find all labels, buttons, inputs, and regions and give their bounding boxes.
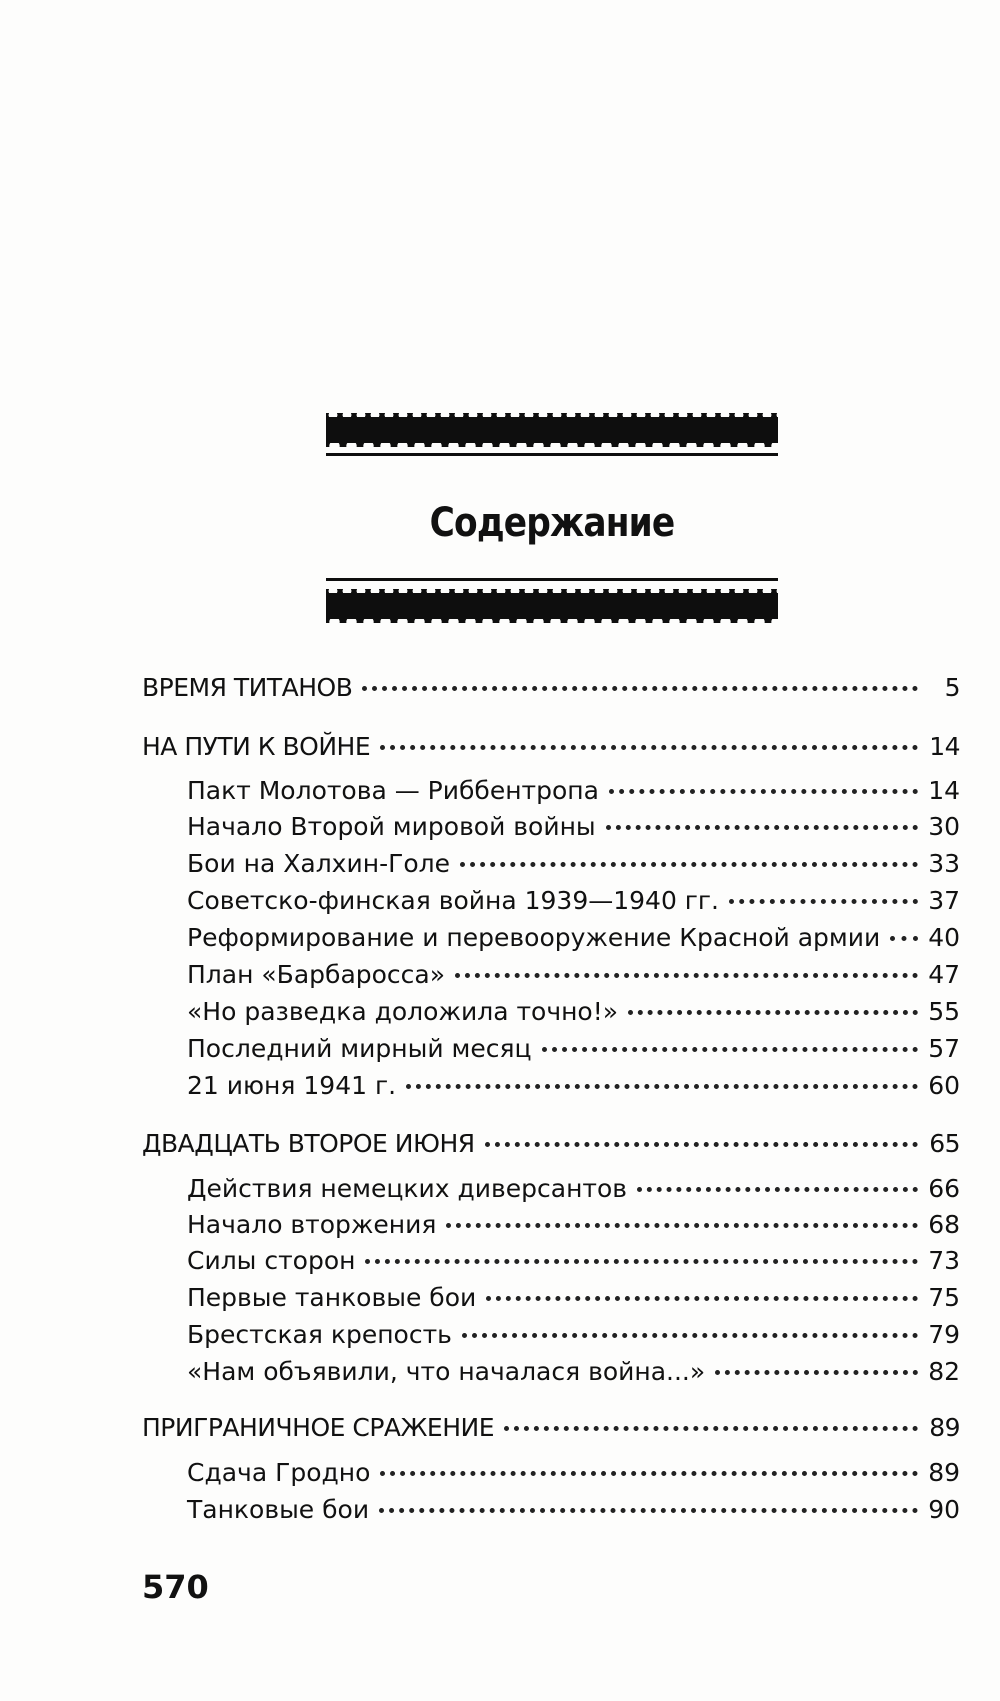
toc-section-entry <box>0 1068 1000 1104</box>
dot-leader <box>715 1370 918 1375</box>
toc-chapter-entry <box>0 1410 1000 1446</box>
toc-entry-page: 40 <box>928 923 960 952</box>
toc-entry-page: 14 <box>928 776 960 805</box>
toc-entry-page: 30 <box>928 812 960 841</box>
dot-leader <box>460 862 918 867</box>
toc-entry-title: Начало Второй мировой войны <box>187 812 596 841</box>
toc-entry-page: 66 <box>928 1174 960 1203</box>
toc-entry-page: 73 <box>928 1246 960 1275</box>
dot-leader <box>890 936 918 941</box>
toc-entry-title: Танковые бои <box>187 1495 370 1524</box>
dot-leader <box>729 899 918 904</box>
toc-entry-title: Советско-финская война 1939—1940 гг. <box>187 886 720 915</box>
toc-entry-title: Бои на Халхин-Голе <box>187 849 450 878</box>
toc-entry-page: 5 <box>944 673 960 702</box>
toc-entry-page: 90 <box>928 1495 960 1524</box>
toc-section-entry <box>0 883 1000 919</box>
dot-leader <box>606 825 918 830</box>
dot-leader <box>462 1333 918 1338</box>
toc-entry-page: 14 <box>929 732 960 761</box>
toc-entry-page: 37 <box>928 886 960 915</box>
toc-section-entry <box>0 846 1000 882</box>
toc-entry-title: План «Барбаросса» <box>187 960 446 989</box>
page-number: 570 <box>142 1568 209 1606</box>
dot-leader <box>486 1296 918 1301</box>
toc-section-entry <box>0 1243 1000 1279</box>
toc-section-entry <box>0 809 1000 845</box>
toc-entry-title: ПРИГРАНИЧНОЕ СРАЖЕНИЕ <box>142 1413 495 1442</box>
dot-leader <box>380 1471 918 1476</box>
dot-leader <box>485 1142 918 1147</box>
toc-entry-title: 21 июня 1941 г. <box>187 1071 397 1100</box>
toc-chapter-entry <box>0 670 1000 706</box>
toc-entry-title: Начало вторжения <box>187 1210 437 1239</box>
toc-chapter-entry <box>0 1126 1000 1162</box>
heading-ornament-top <box>326 413 778 447</box>
toc-entry-title: Пакт Молотова — Риббентропа <box>187 776 599 805</box>
dot-leader <box>379 1508 918 1513</box>
toc-section-entry <box>0 957 1000 993</box>
toc-section-entry <box>0 1207 1000 1243</box>
toc-section-entry <box>0 1492 1000 1528</box>
dot-leader <box>362 686 918 691</box>
toc-entry-title: Брестская крепость <box>187 1320 452 1349</box>
toc-entry-page: 75 <box>928 1283 960 1312</box>
dot-leader <box>380 745 918 750</box>
toc-entry-title: Сдача Гродно <box>187 1458 371 1487</box>
toc-entry-page: 79 <box>928 1320 960 1349</box>
dot-leader <box>365 1259 918 1264</box>
toc-entry-title: Действия немецких диверсантов <box>187 1174 628 1203</box>
toc-entry-page: 47 <box>928 960 960 989</box>
toc-entry-page: 60 <box>928 1071 960 1100</box>
toc-entry-page: 33 <box>928 849 960 878</box>
toc-section-entry <box>0 1455 1000 1491</box>
toc-entry-page: 55 <box>928 997 960 1026</box>
toc-section-entry <box>0 994 1000 1030</box>
toc-entry-title: ВРЕМЯ ТИТАНОВ <box>142 673 353 702</box>
toc-section-entry <box>0 773 1000 809</box>
dot-leader <box>406 1084 918 1089</box>
dot-leader <box>609 789 918 794</box>
toc-entry-title: Последний мирный месяц <box>187 1034 532 1063</box>
toc-section-entry <box>0 1031 1000 1067</box>
toc-chapter-entry <box>0 729 1000 765</box>
toc-section-entry <box>0 1354 1000 1390</box>
toc-entry-title: ДВАДЦАТЬ ВТОРОЕ ИЮНЯ <box>142 1129 475 1158</box>
toc-entry-page: 65 <box>929 1129 960 1158</box>
toc-entry-title: «Но разведка доложила точно!» <box>187 997 619 1026</box>
toc-section-entry <box>0 1280 1000 1316</box>
page-title: Содержание <box>429 500 675 546</box>
heading-rule-top <box>326 453 778 456</box>
dot-leader <box>637 1187 918 1192</box>
toc-entry-page: 89 <box>929 1413 960 1442</box>
toc-entry-title: Первые танковые бои <box>187 1283 477 1312</box>
dot-leader <box>542 1047 918 1052</box>
dot-leader <box>455 973 918 978</box>
dot-leader <box>504 1426 918 1431</box>
toc-entry-page: 82 <box>928 1357 960 1386</box>
toc-entry-page: 68 <box>928 1210 960 1239</box>
heading-rule-bottom <box>326 578 778 581</box>
toc-section-entry <box>0 1171 1000 1207</box>
toc-entry-page: 89 <box>928 1458 960 1487</box>
toc-section-entry <box>0 1317 1000 1353</box>
dot-leader <box>628 1010 918 1015</box>
toc-entry-title: Реформирование и перевооружение Красной армии <box>187 923 881 952</box>
dot-leader <box>446 1223 918 1228</box>
toc-entry-title: Силы сторон <box>187 1246 356 1275</box>
toc-entry-title: НА ПУТИ К ВОЙНЕ <box>142 732 371 761</box>
heading-ornament-bottom <box>326 589 778 623</box>
toc-section-entry <box>0 920 1000 956</box>
toc-entry-title: «Нам объявили, что началася война...» <box>187 1357 706 1386</box>
toc-entry-page: 57 <box>928 1034 960 1063</box>
